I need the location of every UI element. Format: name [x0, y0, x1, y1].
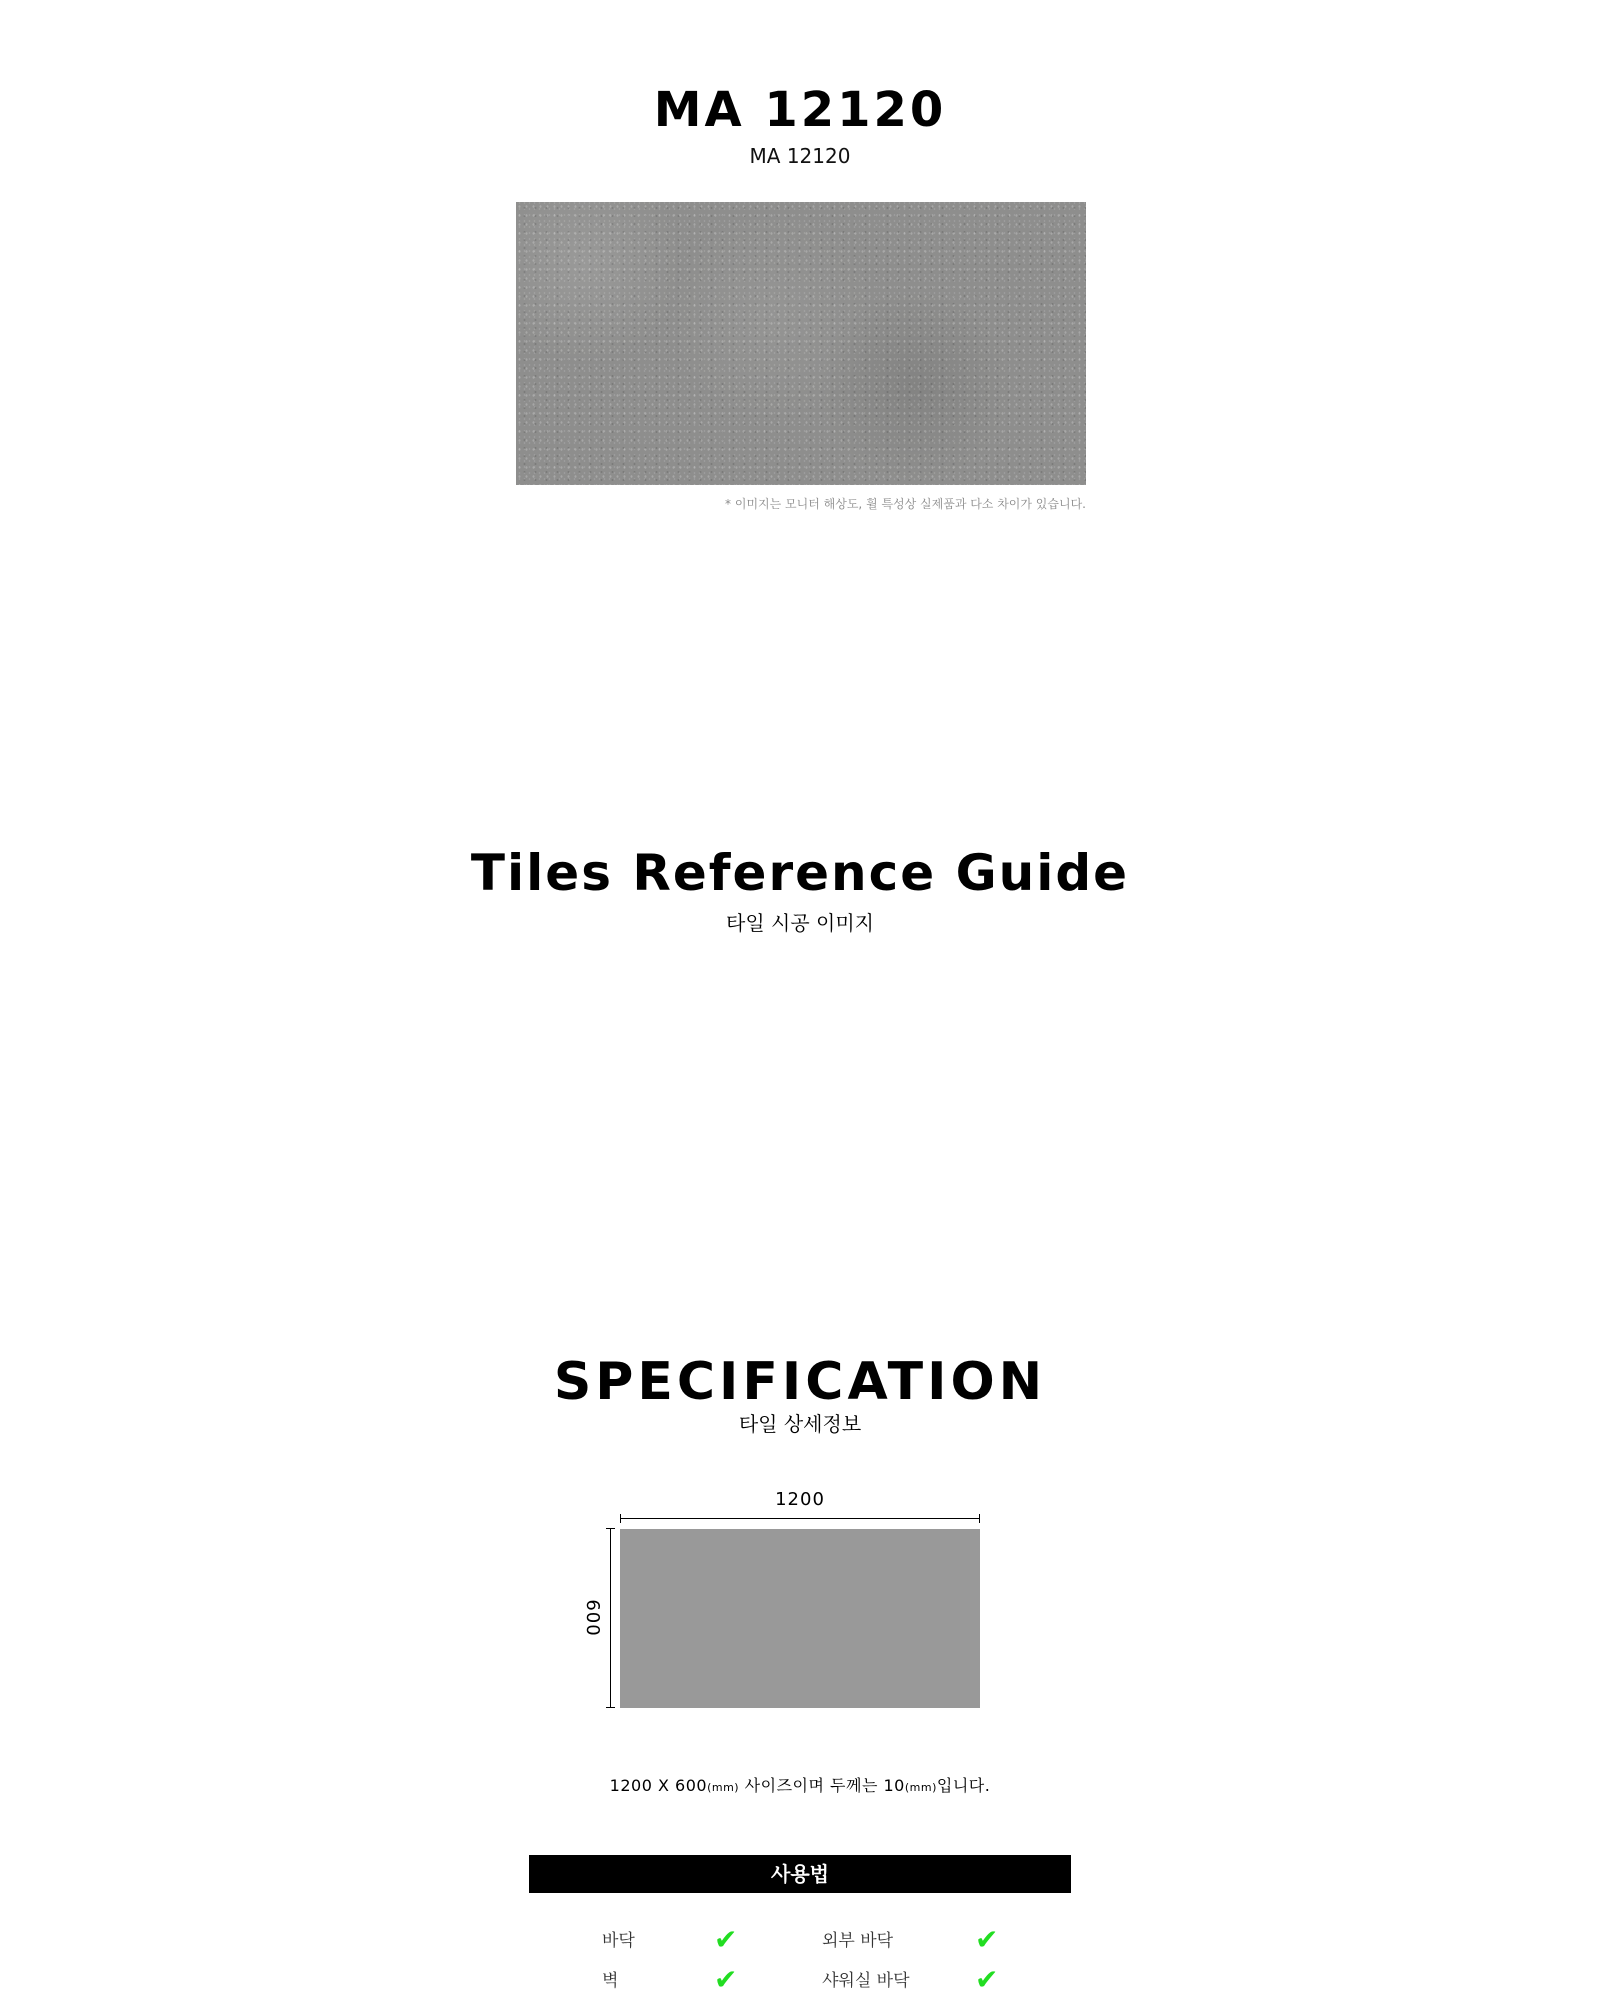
size-note-unit-1: (mm)	[707, 1781, 740, 1794]
spec-subtitle: 타일 상세정보	[738, 1412, 862, 1436]
check-icon-floor: ✔	[714, 1923, 738, 1956]
size-note-unit-2: (mm)	[904, 1781, 937, 1794]
dimension-width-label: 1200	[775, 1489, 825, 1510]
usage-label-exterior-floor: 외부 바닥	[822, 1931, 894, 1951]
usage-label-wall: 벽	[602, 1971, 619, 1991]
spec-title: SPECIFICATION	[553, 1352, 1047, 1412]
dimension-height-label: 600	[582, 1599, 603, 1637]
check-icon-exterior-floor: ✔	[975, 1923, 999, 1956]
dimension-height-line	[610, 1528, 611, 1708]
size-note-ending: 입니다.	[936, 1776, 991, 1795]
dimension-height-tick-bottom	[606, 1707, 615, 1708]
size-note	[0, 1775, 1600, 1799]
check-icon-wall: ✔	[714, 1963, 738, 1996]
image-disclaimer: * 이미지는 모니터 해상도, 휠 특성상 실제품과 다소 차이가 있습니다.	[725, 497, 1086, 511]
dimension-width-line	[620, 1518, 980, 1519]
usage-label-floor: 바닥	[602, 1931, 635, 1951]
guide-title: Tiles Reference Guide	[470, 844, 1130, 902]
usage-header: 사용법	[529, 1855, 1071, 1893]
product-title: MA 12120	[653, 82, 947, 138]
guide-subtitle: 타일 시공 이미지	[726, 911, 874, 935]
tile-size-diagram	[620, 1529, 980, 1708]
size-note-thickness: 사이즈이며 두께는 10	[739, 1776, 905, 1795]
check-icon-shower-floor: ✔	[975, 1963, 999, 1996]
usage-label-shower-floor: 샤워실 바닥	[822, 1971, 910, 1991]
product-subtitle: MA 12120	[749, 144, 851, 168]
tile-product-image	[516, 202, 1086, 485]
dimension-height-tick-top	[606, 1528, 615, 1529]
dimension-width-tick-left	[620, 1514, 621, 1523]
size-note-dimensions: 1200 X 600	[609, 1776, 708, 1795]
dimension-width-tick-right	[979, 1514, 980, 1523]
